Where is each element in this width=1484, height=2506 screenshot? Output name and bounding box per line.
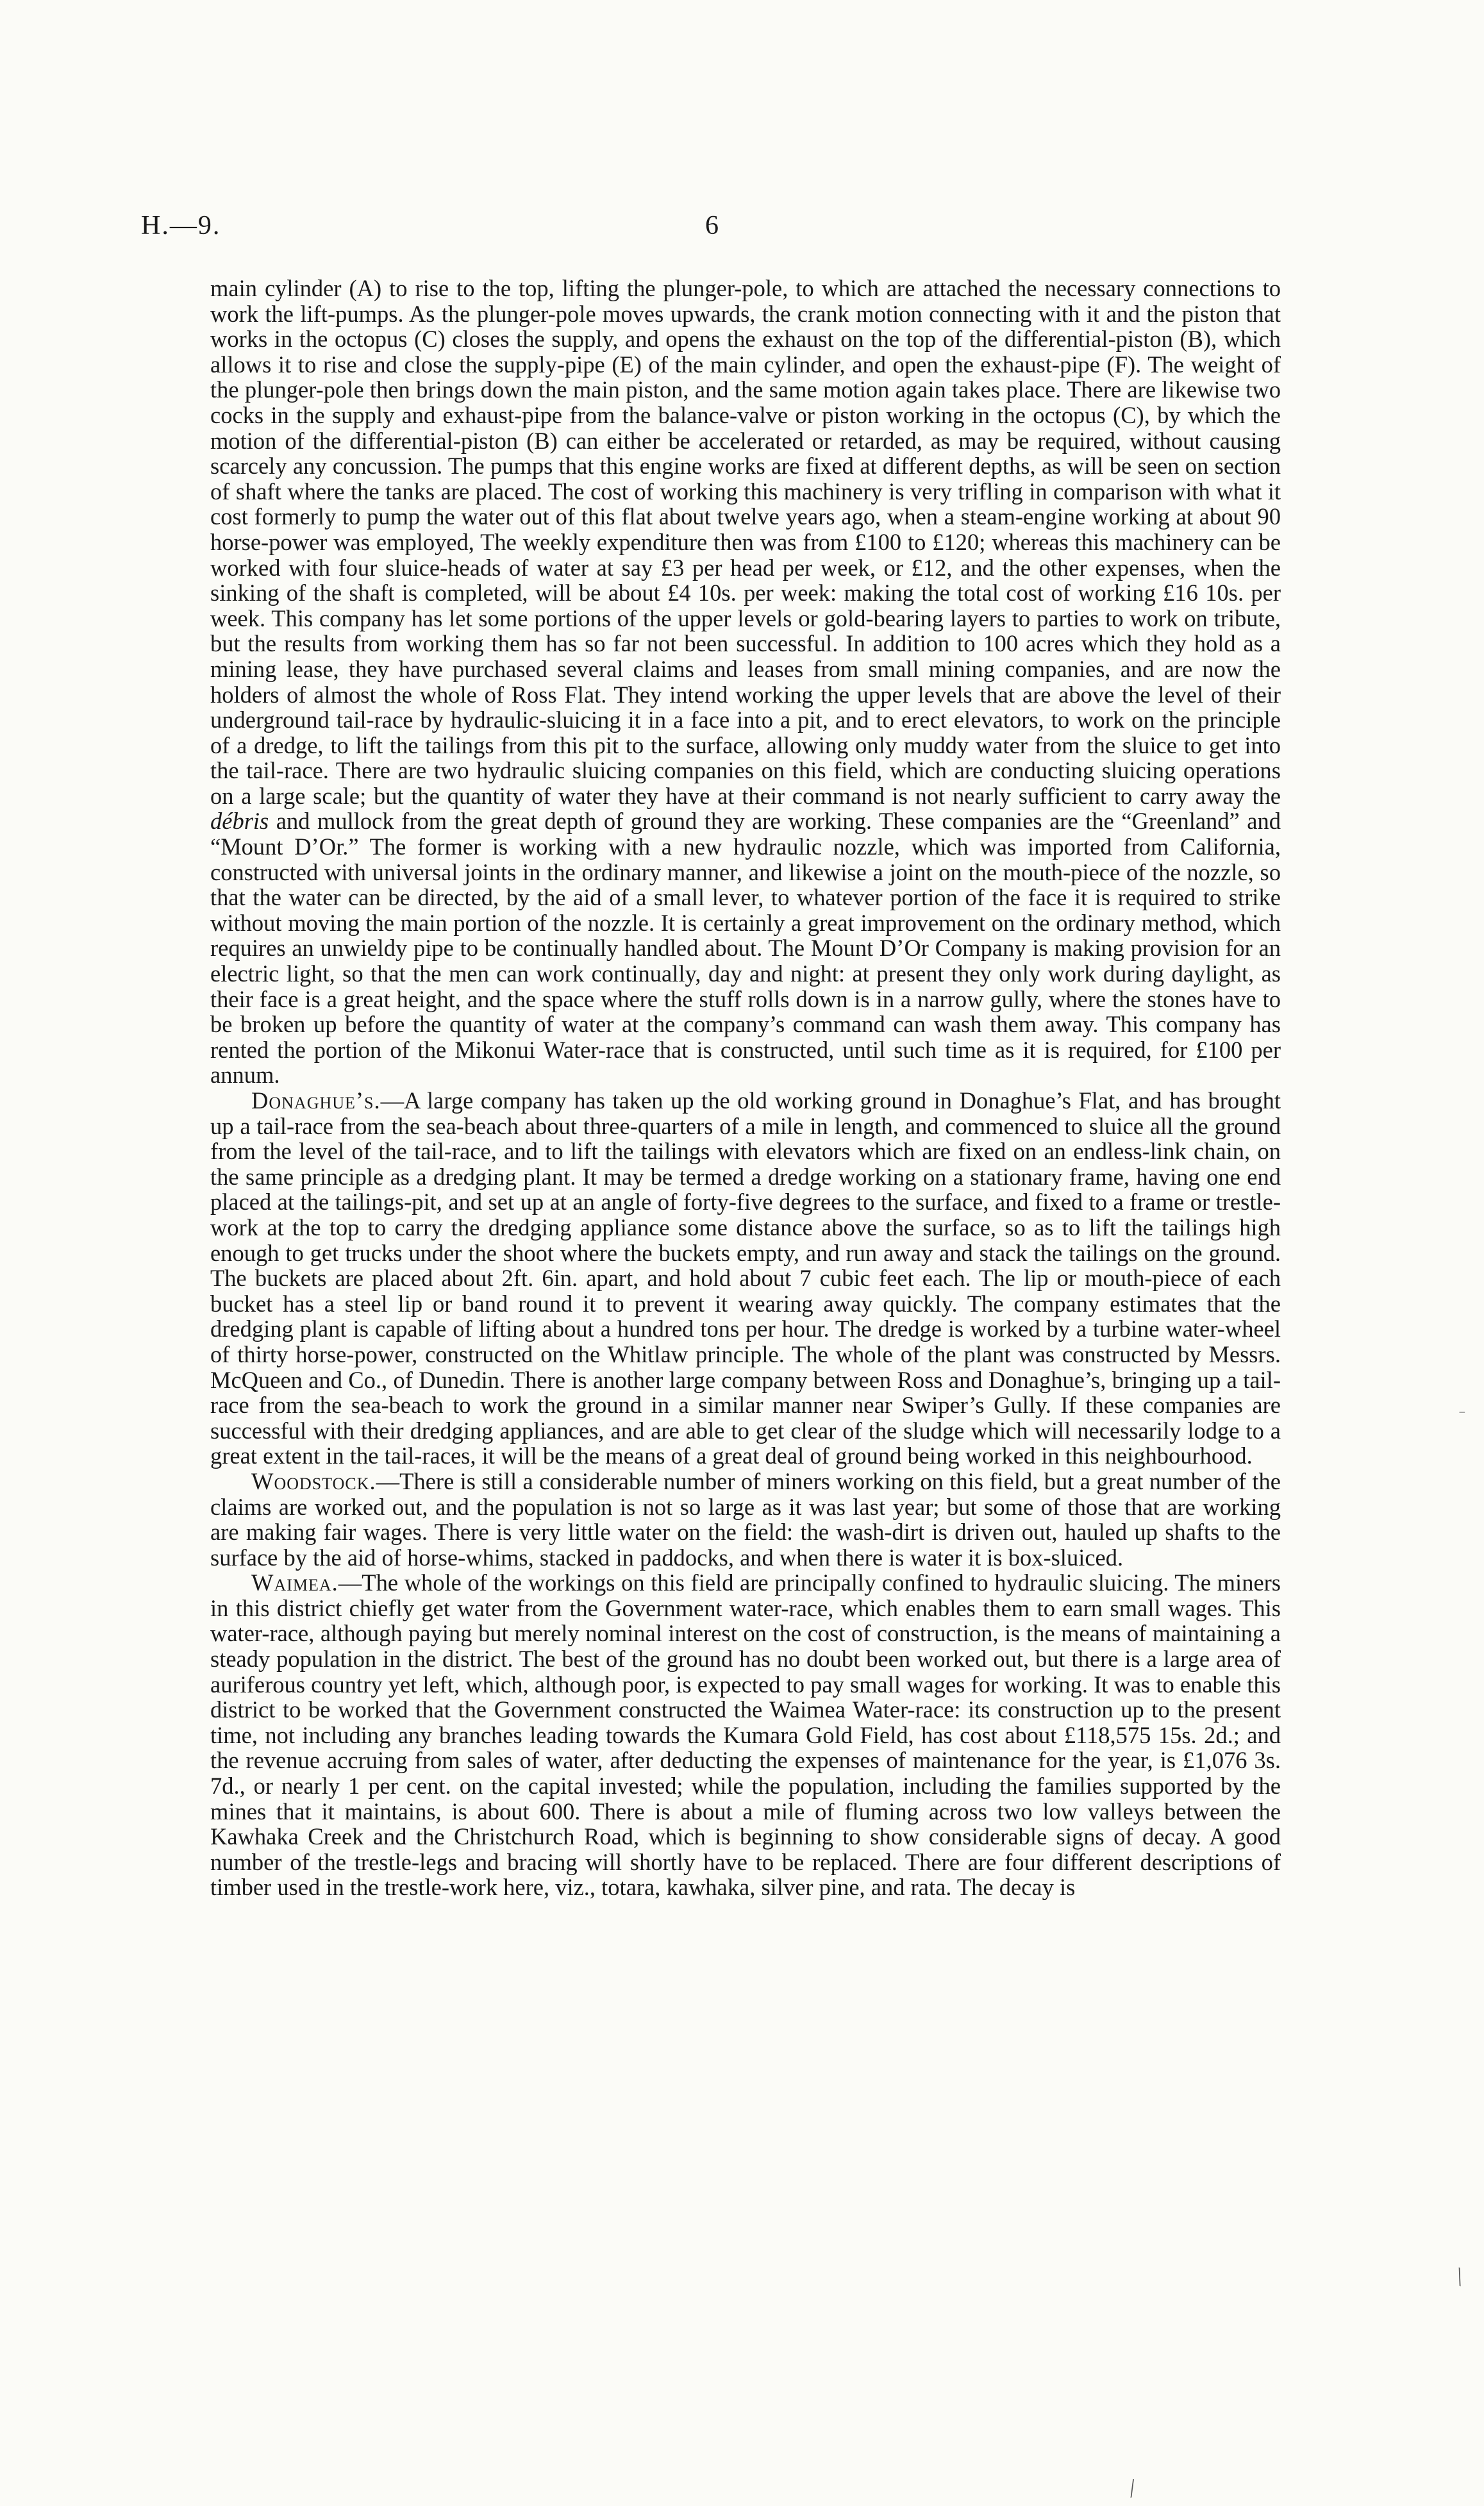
section-heading-donaghues: Donaghue’s. xyxy=(251,1087,381,1114)
margin-tick-mark-lower: ╲ xyxy=(1452,2268,1467,2287)
paragraph-donaghues-text: —A large company has taken up the old working ground in Donaghue’s Flat, and has brought up a tail-race from the sea-beach about three-quarters of a mile in length, and commenced to sluice all the ground from the level of the tail-race, and to lift the tailings with elevators which are fixed on an endless-link chain, on the same principle as a dredging plant. It may be termed a dredge working on a stationary frame, having one end placed at the tailings-pit, and set up at an angle of forty-five degrees to the surface, and fixed to a frame or trestle-work at the top to carry the dredging appliance some distance above the surface, so as to lift the tailings high enough to get trucks under the shoot where the buckets empty, and run away and stack the tailings on the ground. The buckets are placed about 2ft. 6in. apart, and hold about 7 cubic feet each. The lip or mouth-piece of each bucket has a steel lip or band round it to prevent it wearing away quickly. The company estimates that the dredging plant is capable of lifting about a hundred tons per hour. The dredge is worked by a turbine water-wheel of thirty horse-power, constructed on the Whitlaw principle. The whole of the plant was constructed by Messrs. McQueen and Co., of Dunedin. There is another large company between Ross and Donaghue’s, bringing up a tail-race from the sea-beach to work the ground in a similar manner near Swiper’s Gully. If these companies are successful with their dredging appliances, and are able to get clear of the sludge which will necessarily lodge to a great extent in the tail-races, it will be the means of a great deal of ground being worked in this neighbourhood. xyxy=(210,1087,1281,1469)
document-body xyxy=(210,276,1281,1900)
page-identifier: H.—9. xyxy=(141,211,221,240)
paragraph-waimea-text: —The whole of the workings on this field are principally confined to hydraulic sluicing. The miners in this district chiefly get water from the Government water-race, which enables them to earn small wages. This water-race, although paying but merely nominal interest on the cost of construction, is the means of maintaining a steady population in the district. The best of the ground has no doubt been worked out, but there is a large area of auriferous country yet left, which, although poor, is expected to pay small wages for working. It was to enable this district to be worked that the Government constructed the Waimea Water-race: its construction up to the present time, not including any branches leading towards the Kumara Gold Field, has cost about £118,575 15s. 2d.; and the revenue accruing from sales of water, after deducting the expenses of maintenance for the year, is £1,076 3s. 7d., or nearly 1 per cent. on the capital invested; while the population, including the families supported by the mines that it maintains, is about 600. There is about a mile of fluming across two low valleys between the Kawhaka Creek and the Christchurch Road, which is beginning to show considerable signs of decay. A good number of the trestle-legs and bracing will shortly have to be replaced. There are four different descriptions of timber used in the trestle-work here, viz., totara, kawhaka, silver pine, and rata. The decay is xyxy=(210,1569,1281,1901)
margin-tick-mark: ⁻ xyxy=(1458,1407,1466,1423)
page-number: 6 xyxy=(705,211,719,240)
section-heading-woodstock: Woodstock. xyxy=(251,1467,376,1494)
debris-italic: débris xyxy=(210,808,269,835)
paragraph-waimea xyxy=(210,1570,1281,1900)
paragraph-donaghues xyxy=(210,1088,1281,1469)
paragraph-machinery xyxy=(210,276,1281,1088)
paragraph-woodstock-text: —There is still a considerable number of miners working on this field, but a great number of the claims are worked out, and the population is not so large as it was last year; but some of those that are working are making fair wages. There is very little water on the field: the wash-dirt is driven out, hauled up shafts to the surface by the aid of horse-whims, stacked in paddocks, and when there is water it is box-sluiced. xyxy=(210,1467,1281,1571)
paragraph-woodstock xyxy=(210,1469,1281,1570)
paragraph-machinery-continued: and mullock from the great depth of ground they are working. These companies are the “Greenland” and “Mount D’Or.” The former is working with a new hydraulic nozzle, which was imported from California, constructed with universal joints in the ordinary manner, and likewise a joint on the mouth-piece of the nozzle, so that the water can be directed, by the aid of a small lever, to whatever portion of the face it is required to strike without moving the main portion of the nozzle. It is certainly a great improvement on the ordinary method, which requires an unwieldy pipe to be continually handled about. The Mount D’Or Company is making provision for an electric light, so that the men can work continually, day and night: at present they only work during daylight, as their face is a great height, and the space where the stuff rolls down is in a narrow gully, where the stones have to be broken up before the quantity of water at the company’s command can wash them away. This company has rented the portion of the Mikonui Water-race that is constructed, until such time as it is required, for £100 per annum. xyxy=(210,808,1281,1089)
section-heading-waimea: Waimea. xyxy=(251,1569,338,1596)
bottom-tick-mark: ╱ xyxy=(1126,2480,1140,2498)
paragraph-machinery-text: main cylinder (A) to rise to the top, lifting the plunger-pole, to which are attached the necessary connections to work the lift-pumps. As the plunger-pole moves upwards, the crank motion connecting with it and the piston that works in the octopus (C) closes the supply, and opens the exhaust on the top of the differential-piston (B), which allows it to rise and close the supply-pipe (E) of the main cylinder, and open the exhaust-pipe (F). The weight of the plunger-pole then brings down the main piston, and the same motion again takes place. There are likewise two cocks in the supply and exhaust-pipe from the balance-valve or piston working in the octopus (C), by which the motion of the differential-piston (B) can either be accelerated or retarded, as may be required, without causing scarcely any concussion. The pumps that this engine works are fixed at different depths, as will be seen on section of shaft where the tanks are placed. The cost of working this machinery is very trifling in comparison with what it cost formerly to pump the water out of this flat about twelve years ago, when a steam-engine working at about 90 horse-power was employed, The weekly expenditure then was from £100 to £120; whereas this machinery can be worked with four sluice-heads of water at say £3 per head per week, or £12, and the other expenses, when the sinking of the shaft is completed, will be about £4 10s. per week: making the total cost of working £16 10s. per week. This company has let some portions of the upper levels or gold-bearing layers to parties to work on tribute, but the results from working them has so far not been successful. In addition to 100 acres which they hold as a mining lease, they have purchased several claims and leases from small mining companies, and are now the holders of almost the whole of Ross Flat. They intend working the upper levels that are above the level of their underground tail-race by hydraulic-sluicing it in a face into a pit, and to erect elevators, to work on the principle of a dredge, to lift the tailings from this pit to the surface, allowing only muddy water from the sluice to get into the tail-race. There are two hydraulic sluicing companies on this field, which are conducting sluicing operations on a large scale; but the quantity of water they have at their command is not nearly sufficient to carry away the xyxy=(210,275,1281,809)
